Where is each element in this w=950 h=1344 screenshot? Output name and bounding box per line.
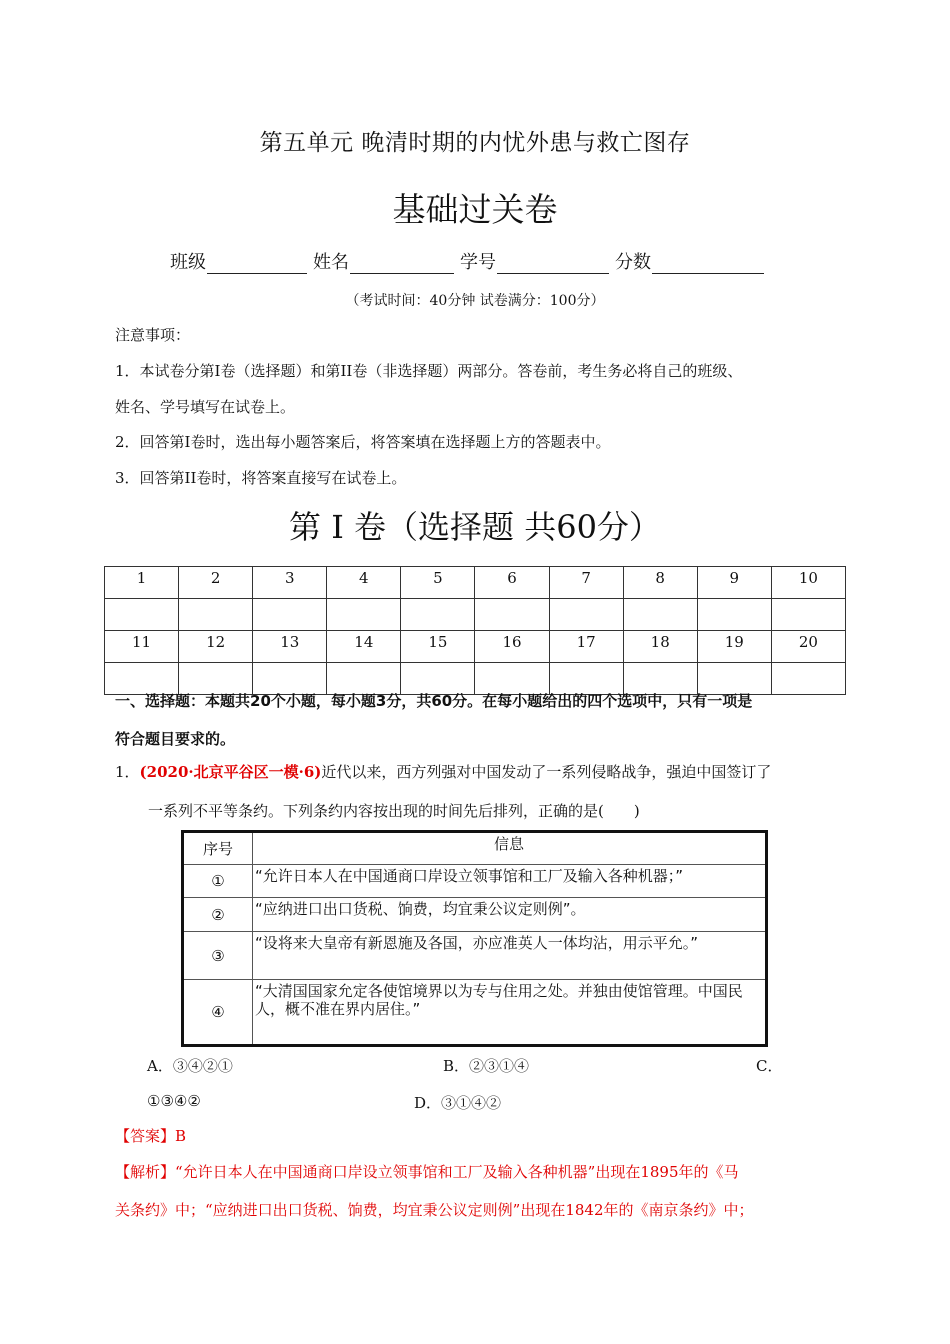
answer-cell[interactable] <box>253 599 327 631</box>
analysis-line-1: 【解析】“允许日本人在中国通商口岸设立领事馆和工厂及输入各种机器”出现在1895年的《马 <box>115 1163 739 1181</box>
score-label: 分数 <box>615 252 651 273</box>
grid-number: 1 <box>105 567 179 599</box>
row-text: “应纳进口出口货税、饷费，均宜秉公议定则例”。 <box>253 898 767 932</box>
section-instructions: 一、选择题：本题共20个小题，每小题3分，共60分。在每小题给出的四个选项中，只有一项是 <box>115 692 753 710</box>
table-row <box>183 898 767 932</box>
question-1-stem-cont: 一系列不平等条约。下列条约内容按出现的时间先后排列，正确的是( ) <box>148 802 640 820</box>
answer-grid-number-row-2 <box>105 631 846 663</box>
note-line-1: 1．本试卷分第I卷（选择题）和第II卷（非选择题）两部分。答卷前，考生务必将自己的班级、 <box>115 362 743 380</box>
grid-number: 12 <box>179 631 253 663</box>
class-label: 班级 <box>170 252 206 273</box>
score-blank[interactable] <box>652 255 764 274</box>
answer-cell[interactable] <box>549 599 623 631</box>
grid-number: 10 <box>771 567 845 599</box>
answer-cell[interactable] <box>179 599 253 631</box>
answer-cell[interactable] <box>475 599 549 631</box>
student-id-label: 学号 <box>460 252 496 273</box>
exam-meta: （考试时间：40分钟 试卷满分：100分） <box>345 293 605 309</box>
answer-grid-number-row-1 <box>105 567 846 599</box>
answer-cell[interactable] <box>771 663 845 695</box>
table-header-row <box>183 832 767 865</box>
unit-title: 第五单元 晚清时期的内忧外患与救亡图存 <box>259 130 691 156</box>
option-d[interactable]: D．③①④② <box>414 1094 502 1112</box>
row-index: ② <box>183 898 253 932</box>
table-row <box>183 932 767 980</box>
answer-grid-blank-row-1 <box>105 599 846 631</box>
section-instructions-cont: 符合题目要求的。 <box>115 730 236 748</box>
grid-number: 16 <box>475 631 549 663</box>
row-index: ④ <box>183 980 253 1046</box>
answer-key: 【答案】B <box>115 1127 187 1145</box>
row-index: ③ <box>183 932 253 980</box>
question-1-stem <box>115 761 771 782</box>
grid-number: 3 <box>253 567 327 599</box>
row-text: “设将来大皇帝有新恩施及各国，亦应准英人一体均沾，用示平允。” <box>253 932 767 980</box>
note-line-3: 3．回答第II卷时，将答案直接写在试卷上。 <box>115 469 407 487</box>
header-info: 信息 <box>253 832 767 865</box>
grid-number: 18 <box>623 631 697 663</box>
question-text: 近代以来，西方列强对中国发动了一系列侵略战争，强迫中国签订了 <box>321 763 772 781</box>
grid-number: 8 <box>623 567 697 599</box>
grid-number: 4 <box>327 567 401 599</box>
grid-number: 19 <box>697 631 771 663</box>
answer-cell[interactable] <box>105 599 179 631</box>
grid-number: 5 <box>401 567 475 599</box>
student-info-line <box>170 248 770 274</box>
grid-number: 17 <box>549 631 623 663</box>
analysis-line-2: 关条约》中；“应纳进口出口货税、饷费，均宜秉公议定则例”出现在1842年的《南京条约》中； <box>115 1201 754 1219</box>
grid-number: 2 <box>179 567 253 599</box>
student-id-blank[interactable] <box>497 255 609 274</box>
header-index: 序号 <box>183 832 253 865</box>
option-c-value[interactable]: ①③④② <box>147 1092 201 1110</box>
option-b[interactable]: B．②③①④ <box>443 1057 530 1075</box>
note-line-1-cont: 姓名、学号填写在试卷上。 <box>115 398 296 416</box>
grid-number: 13 <box>253 631 327 663</box>
class-blank[interactable] <box>207 255 307 274</box>
grid-number: 14 <box>327 631 401 663</box>
notes-title: 注意事项： <box>115 326 191 344</box>
grid-number: 11 <box>105 631 179 663</box>
treaty-info-table <box>181 830 768 1047</box>
note-line-2: 2．回答第I卷时，选出每小题答案后，将答案填在选择题上方的答题表中。 <box>115 433 611 451</box>
paper-title: 基础过关卷 <box>392 190 558 229</box>
table-row <box>183 865 767 898</box>
answer-cell[interactable] <box>623 599 697 631</box>
row-text: “允许日本人在中国通商口岸设立领事馆和工厂及输入各种机器；” <box>253 865 767 898</box>
question-source: (2020·北京平谷区一模·6) <box>139 763 322 781</box>
grid-number: 15 <box>401 631 475 663</box>
section-title: 第 I 卷（选择题 共60分） <box>289 508 661 546</box>
grid-number: 7 <box>549 567 623 599</box>
answer-cell[interactable] <box>771 599 845 631</box>
answer-cell[interactable] <box>697 599 771 631</box>
option-c-label[interactable]: C． <box>756 1057 783 1075</box>
name-blank[interactable] <box>350 255 454 274</box>
row-index: ① <box>183 865 253 898</box>
option-a[interactable]: A．③④②① <box>147 1057 233 1075</box>
grid-number: 6 <box>475 567 549 599</box>
row-text: “大清国国家允定各使馆境界以为专与住用之处。并独由使馆管理。中国民人，概不准在界内居住。” <box>253 980 767 1046</box>
answer-cell[interactable] <box>401 599 475 631</box>
grid-number: 20 <box>771 631 845 663</box>
question-number: 1． <box>115 763 140 781</box>
name-label: 姓名 <box>313 252 349 273</box>
answer-grid <box>104 566 846 695</box>
table-row <box>183 980 767 1046</box>
answer-cell[interactable] <box>327 599 401 631</box>
grid-number: 9 <box>697 567 771 599</box>
